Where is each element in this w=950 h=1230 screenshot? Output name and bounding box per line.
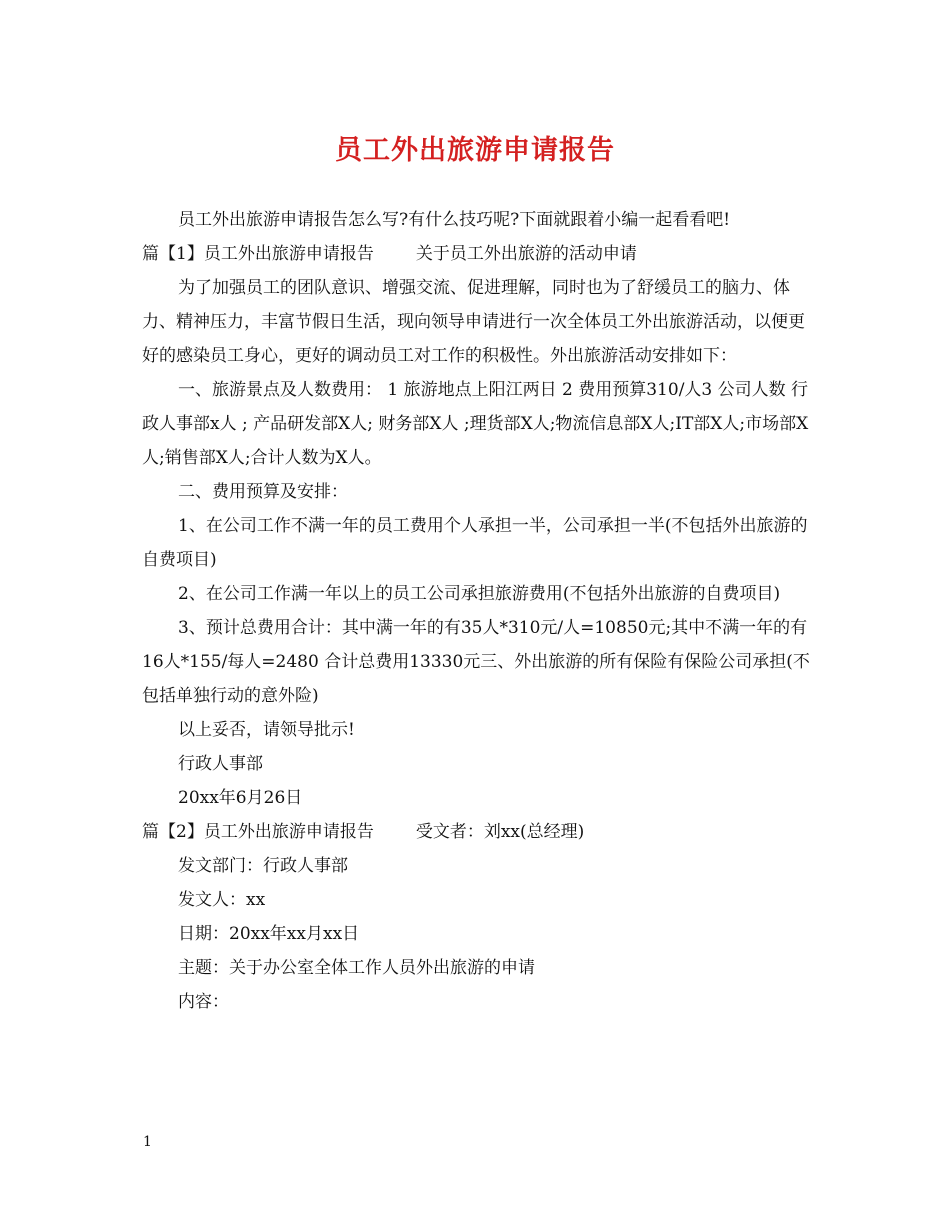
- section2-dept: 发文部门：行政人事部: [178, 856, 348, 876]
- page-number: 1: [143, 1134, 152, 1150]
- section1-paragraph-3: 二、费用预算及安排：: [178, 482, 348, 502]
- section2-heading: 篇【2】员工外出旅游申请报告: [142, 822, 374, 842]
- section2-heading-line: [142, 815, 812, 849]
- section2-content-label: 内容：: [178, 992, 229, 1012]
- section1-paragraph-1: 为了加强员工的团队意识、增强交流、促进理解，同时也为了舒缓员工的脑力、体力、精神压力，丰富节假日生活，现向领导申请进行一次全体员工外出旅游活动，以便更好的感染员工身心，更好的调动员工对工作的积极性。外出旅游活动安排如下：: [142, 278, 805, 366]
- section2-recipient: 受文者：刘xx(总经理): [415, 822, 585, 842]
- section1-paragraph-6: 3、预计总费用合计：其中满一年的有35人*310元/人=10850元;其中不满一年的有16人*155/每人=2480 合计总费用13330元三、外出旅游的所有保险有保险公司承担(不包括单独行动的意外险): [142, 618, 810, 706]
- section1-signature-date: 20xx年6月26日: [178, 788, 303, 808]
- section1-heading: 篇【1】员工外出旅游申请报告: [142, 244, 374, 264]
- section1-paragraph-5: 2、在公司工作满一年以上的员工公司承担旅游费用(不包括外出旅游的自费项目): [178, 584, 781, 604]
- document-body: [142, 203, 812, 1019]
- section1-paragraph-7: 以上妥否，请领导批示!: [178, 720, 355, 740]
- section1-paragraph-4: 1、在公司工作不满一年的员工费用个人承担一半，公司承担一半(不包括外出旅游的自费项目): [142, 516, 808, 570]
- intro-paragraph: 员工外出旅游申请报告怎么写?有什么技巧呢?下面就跟着小编一起看看吧!: [178, 210, 731, 230]
- section1-heading-line: [142, 237, 812, 271]
- document-title: 员工外出旅游申请报告: [335, 135, 615, 166]
- section2-sender: 发文人：xx: [178, 890, 266, 910]
- section2-date: 日期：20xx年xx月xx日: [178, 924, 360, 944]
- section1-subheading: 关于员工外出旅游的活动申请: [415, 244, 637, 264]
- section1-paragraph-2: 一、旅游景点及人数费用： 1 旅游地点上阳江两日 2 费用预算310/人3 公司人数 行政人事部x人 ; 产品研发部X人; 财务部X人 ;理货部X人;物流信息部X人;IT部X人;市场部X人;销售部X人;合计人数为X人。: [142, 380, 809, 468]
- section2-subject: 主题：关于办公室全体工作人员外出旅游的申请: [178, 958, 535, 978]
- section1-signature-dept: 行政人事部: [178, 754, 263, 774]
